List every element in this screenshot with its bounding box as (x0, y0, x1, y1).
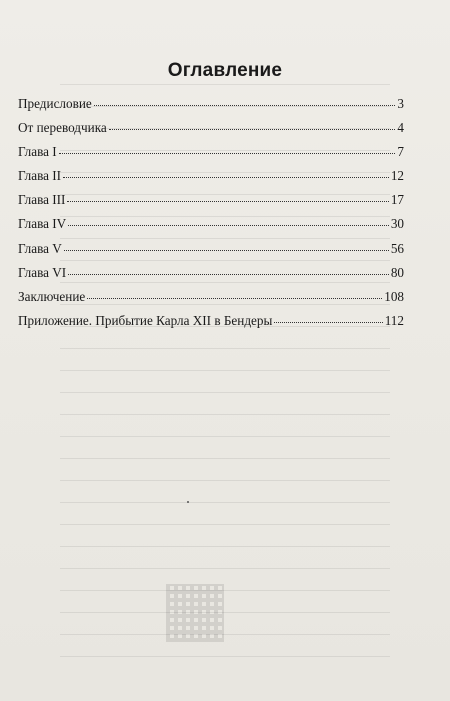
toc-entry-label: Приложение. Прибытие Карла XII в Бендеры (18, 312, 273, 328)
show-through-qr-code (166, 584, 224, 642)
toc-entry-label: Глава II (18, 168, 62, 184)
toc-leader-dots (68, 273, 389, 275)
toc-entry-label: Глава I (18, 144, 57, 160)
toc-entry-chapter-2 (18, 168, 404, 192)
toc-entry-page: 80 (390, 264, 404, 280)
toc-entry-page: 7 (397, 144, 404, 160)
toc-entry-chapter-1 (18, 144, 404, 168)
toc-entry-label: Глава III (18, 192, 66, 208)
toc-entry-page: 4 (397, 120, 404, 136)
toc-entry-label: Глава V (18, 240, 62, 256)
toc-entry-chapter-4 (18, 216, 404, 240)
toc-leader-dots (63, 176, 389, 178)
page-title: Оглавление (167, 60, 283, 81)
toc-entry-label: Глава VI (18, 264, 67, 280)
toc-entry-label: От переводчика (18, 120, 107, 136)
toc-leader-dots (94, 104, 396, 106)
toc-entry-chapter-6 (18, 265, 404, 289)
toc-leader-dots (68, 224, 389, 226)
table-of-contents (18, 96, 404, 337)
toc-entry-label: Заключение (18, 288, 86, 304)
toc-entry-chapter-5 (18, 241, 404, 265)
paper-speck (187, 501, 189, 503)
toc-leader-dots (274, 321, 382, 323)
toc-entry-chapter-3 (18, 192, 404, 216)
toc-entry-appendix (18, 313, 404, 337)
toc-entry-page: 12 (390, 168, 404, 184)
toc-entry-page: 56 (390, 240, 404, 256)
toc-entry-page: 30 (390, 216, 404, 232)
toc-entry-page: 17 (390, 192, 404, 208)
toc-entry-preface (18, 96, 404, 120)
toc-entry-page: 3 (397, 96, 404, 111)
toc-entry-label: Предисловие (18, 96, 92, 111)
toc-entry-translator-note (18, 120, 404, 144)
toc-leader-dots (67, 200, 388, 202)
toc-entry-page: 108 (384, 288, 404, 304)
toc-leader-dots (59, 152, 396, 154)
toc-entry-page: 112 (384, 312, 404, 328)
toc-leader-dots (87, 297, 382, 299)
toc-leader-dots (64, 249, 389, 251)
toc-entry-conclusion (18, 289, 404, 313)
toc-entry-label: Глава IV (18, 216, 67, 232)
toc-leader-dots (109, 128, 396, 130)
